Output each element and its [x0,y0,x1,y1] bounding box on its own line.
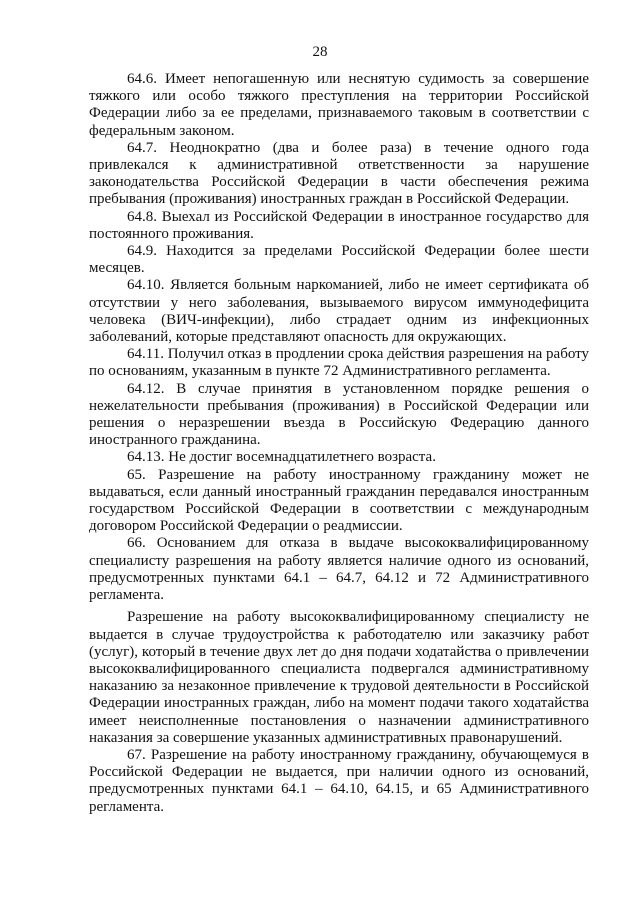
paragraph-67: 67. Разрешение на работу иностранному гражданину, обучающемуся в Российской Федерации не выдается, при наличии одного из оснований, предусмотренных пунктами 64.1 – 64.10, 64.15, и 65 Административного регламента. [89,746,589,815]
paragraph-64-10: 64.10. Является больным наркоманией, либо не имеет сертификата об отсутствии у него заболевания, вызываемого вирусом иммунодефицита человека (ВИЧ-инфекции), либо страдает одним из инфекционных заболеваний, которые представляют опасность для окружающих. [89,277,589,346]
paragraph-65: 65. Разрешение на работу иностранному гражданину может не выдаваться, если данный иностранный гражданин передавался иностранным государством Российской Федерации в соответствии с международным договором Российской Федерации о реадмиссии. [89,466,589,535]
paragraph-64-12: 64.12. В случае принятия в установленном порядке решения о нежелательности пребывания (проживания) в Российской Федерации или решения о неразрешении въезда в Российскую Федерацию данного иностранного гражданина. [89,380,589,449]
paragraph-66-continued: Разрешение на работу высококвалифицированному специалисту не выдается в случае трудоустройства к работодателю или заказчику работ (услуг), который в течение двух лет до дня подачи ходатайства о привлечении высококвалифицированного специалиста подвергался административному наказанию за незаконное привлечение к трудовой деятельности в Российской Федерации иностранных граждан, либо на момент подачи такого ходатайства имеет неисполненные постановления о назначении административного наказания за совершение указанных административных правонарушений. [89,609,589,746]
paragraph-64-8: 64.8. Выехал из Российской Федерации в иностранное государство для постоянного проживания. [89,208,589,242]
document-body [89,71,589,816]
paragraph-64-13: 64.13. Не достиг восемнадцатилетнего возраста. [127,449,436,466]
paragraph-64-9: 64.9. Находится за пределами Российской Федерации более шести месяцев. [89,243,589,277]
paragraph-64-6: 64.6. Имеет непогашенную или неснятую судимость за совершение тяжкого или особо тяжкого преступления на территории Российской Федерации либо за ее пределами, признаваемого таковым в соответствии с федеральным законом. [89,71,589,139]
paragraph-66: 66. Основанием для отказа в выдаче высококвалифицированному специалисту разрешения на работу является наличие одного из оснований, предусмотренных пунктами 64.1 – 64.7, 64.12 и 72 Административного регламента. [89,535,589,604]
paragraph-64-11: 64.11. Получил отказ в продлении срока действия разрешения на работу по основаниям, указанным в пункте 72 Административного регламента. [89,346,589,380]
paragraph-64-7: 64.7. Неоднократно (два и более раза) в течение одного года привлекался к административной ответственности за нарушение законодательства Российской Федерации в части обеспечения режима пребывания (проживания) иностранных граждан в Российской Федерации. [89,139,589,208]
page-number: 28 [312,44,328,60]
